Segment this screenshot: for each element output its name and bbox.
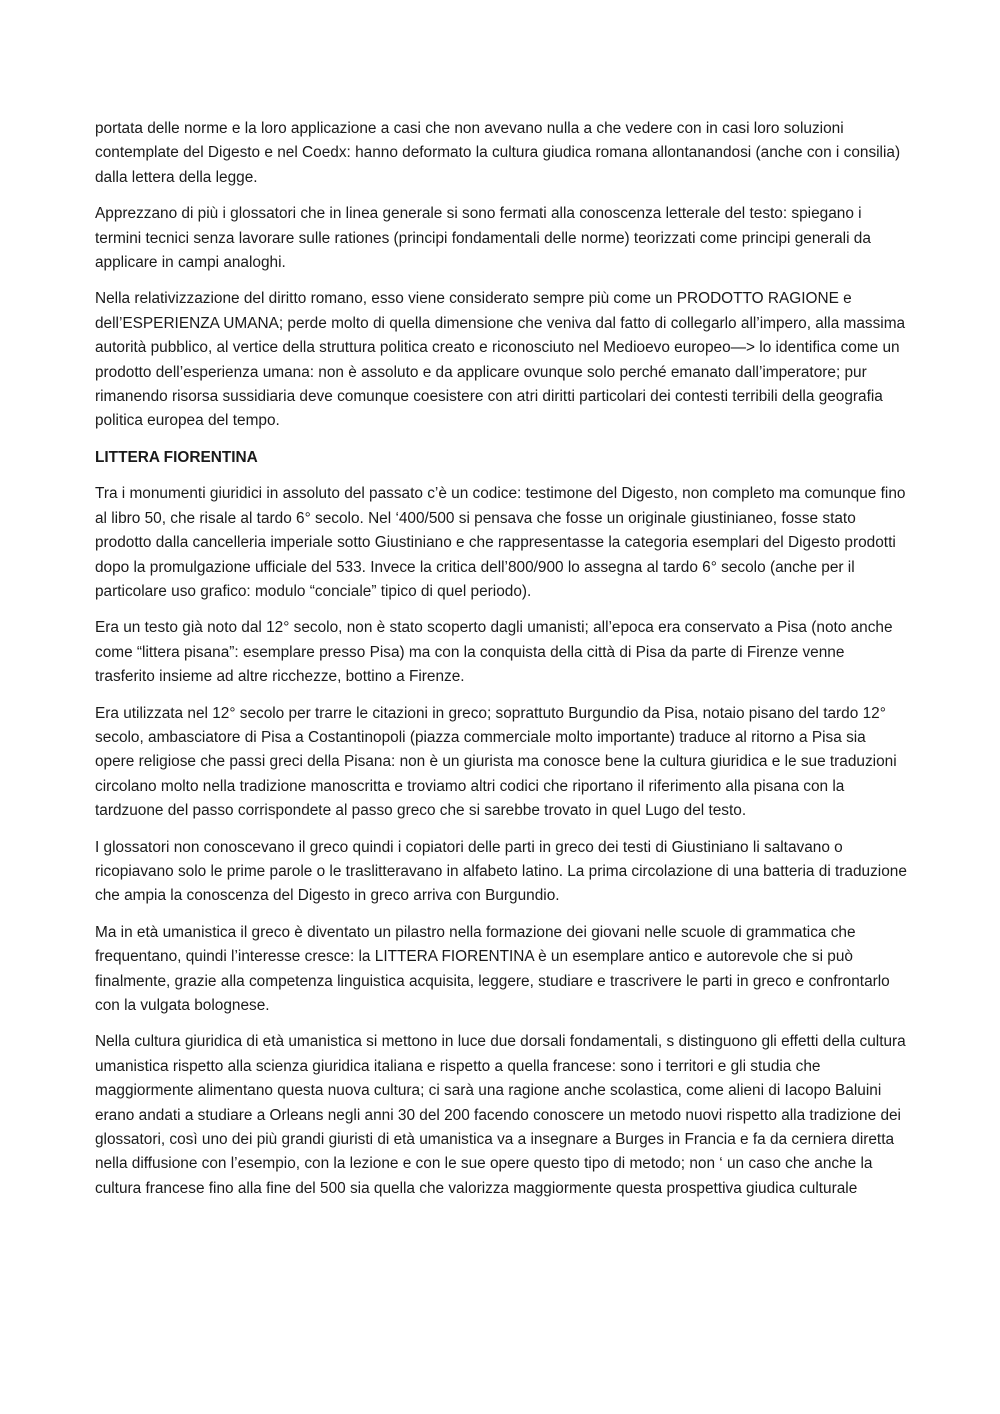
paragraph: Apprezzano di più i glossatori che in linea generale si sono fermati alla conoscenza letterale del testo: spiegano i termini tecnici senza lavorare sulle rationes (principi fondamentali delle norme) teorizzati come principi generali da applicare in campi analoghi.: [95, 205, 871, 272]
paragraph: Era un testo già noto dal 12° secolo, non è stato scoperto dagli umanisti; all’epoca era conservato a Pisa (noto anche come “littera pisana”: esemplare presso Pisa) ma con la conquista della città di Pisa da parte di Firenze venne trasferito insieme ad altre ricchezze, bottino a Firenze.: [95, 619, 893, 686]
paragraph: Era utilizzata nel 12° secolo per trarre le citazioni in greco; soprattuto Burgundio da Pisa, notaio pisano del tardo 12° secolo, ambasciatore di Pisa a Costantinopoli (piazza commerciale molto importante) traduce al ritorno a Pisa sia opere religiose che passi greci della Pisana: non è un giurista ma conosce bene la cultura giuridica e le sue traduzioni circolano molto nella tradizione manoscritta e troviamo altri codici che riportano il riferimento alla pisana con la tardzuone del passo corrispondete al passo greco che si sarebbe trovato in quel Lugo del testo.: [95, 704, 897, 820]
paragraph: Tra i monumenti giuridici in assoluto del passato c’è un codice: testimone del Digesto, non completo ma comunque fino al libro 50, che risale al tardo 6° secolo. Nel ‘400/500 si pensava che fosse un originale giustinianeo, fosse stato prodotto dalla cancelleria imperiale sotto Giustiniano e che rappresentasse la categoria esemplari del Digesto prodotti dopo la promulgazione ufficiale del 533. Invece la critica dell’800/900 lo assegna al tardo 6° secolo (anche per il particolare uso grafico: modulo “conciale” tipico di quel periodo).: [95, 485, 906, 600]
paragraph: I glossatori non conoscevano il greco quindi i copiatori delle parti in greco dei testi di Giustiniano li saltavano o ricopiavano solo le prime parole o le traslitteravano in alfabeto latino. La prima circolazione di una batteria di traduzione che ampia la conoscenza del Digesto in greco arriva con Burgundio.: [95, 838, 907, 905]
paragraph: portata delle norme e la loro applicazione a casi che non avevano nulla a che vedere con in casi loro soluzioni contemplate del Digesto e nel Coedx: hanno deformato la cultura giudica romana allontanandosi (anche con i consilia) dalla lettera della legge.: [95, 120, 901, 186]
document-page: [95, 117, 907, 1213]
paragraph: Ma in età umanistica il greco è diventato un pilastro nella formazione dei giovani nelle scuole di grammatica che frequentano, quindi l’interesse cresce: la LITTERA FIORENTINA è un esemplare antico e autorevole che si può finalmente, grazie alla competenza linguistica acquisita, leggere, studiare e trascrivere le parti in greco e confrontarlo con la vulgata bolognese.: [95, 923, 890, 1014]
section-heading: LITTERA FIORENTINA: [95, 448, 258, 466]
paragraph: Nella cultura giuridica di età umanistica si mettono in luce due dorsali fondamentali, s distinguono gli effetti della cultura umanistica rispetto alla scienza giuridica italiana e rispetto a quella francese: sono i territori e gli studia che maggiormente alimentano questa nuova cultura; ci sarà una ragione anche scolastica, come alieni di Iacopo Baluini erano andati a studiare a Orleans negli anni 30 del 200 facendo conoscere un metodo nuovi rispetto alla tradizione dei glossatori, così uno dei più grandi giuristi di età umanistica va a insegnare a Burges in Francia e fa da cerniera diretta nella diffusione con l’esempio, con la lezione e con le sue opere questo tipo di metodo; non ‘ un caso che anche la cultura francese fino alla fine del 500 sia quella che valorizza maggiormente questa prospettiva giudica culturale: [95, 1033, 906, 1197]
paragraph: Nella relativizzazione del diritto romano, esso viene considerato sempre più come un PRODOTTO RAGIONE e dell’ESPERIENZA UMANA; perde molto di quella dimensione che veniva dal fatto di collegarlo all’impero, alla massima autorità pubblico, al vertice della struttura politica creato e riconosciuto nel Medioevo europeo—> lo identifica come un prodotto dell’esperienza umana: non è assoluto e da applicare ovunque solo perché emanato dall’imperatore; pur rimanendo risorsa sussidiaria deve comunque coesistere con atri diritti particolari dei contesti terribili della geografia politica europea del tempo.: [95, 290, 906, 430]
